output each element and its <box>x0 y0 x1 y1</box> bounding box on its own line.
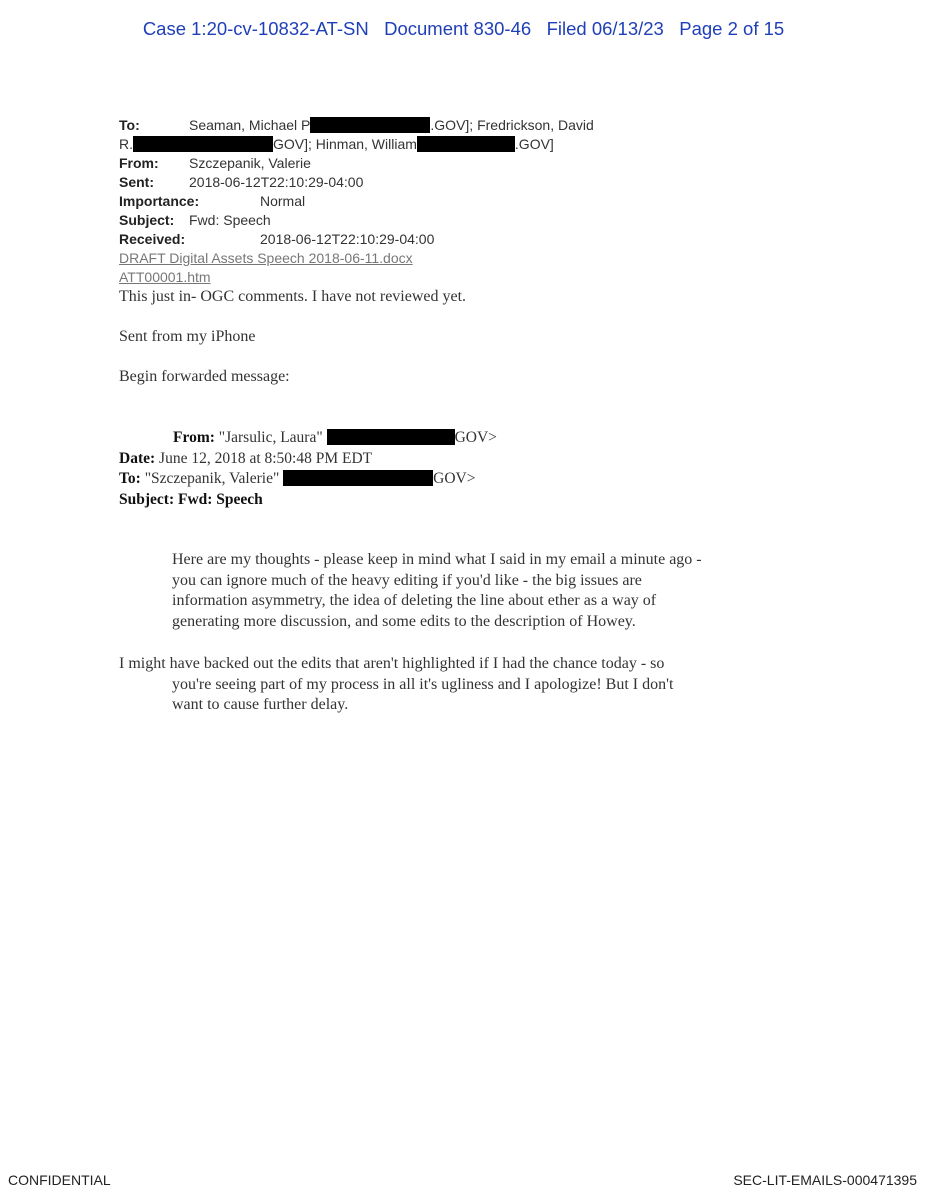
attachment-row <box>119 268 679 287</box>
to-continued-gov-end: .GOV] <box>514 136 554 152</box>
forwarded-date-label: Date: <box>119 449 156 467</box>
forwarded-to-row <box>119 469 497 490</box>
forwarded-paragraph <box>172 550 702 633</box>
importance-row <box>119 192 679 211</box>
attachment-row <box>119 249 679 268</box>
forwarded-to-suffix: GOV> <box>433 470 476 487</box>
message-line: This just in- OGC comments. I have not reviewed yet. <box>119 288 467 305</box>
sent-label: Sent: <box>119 174 154 190</box>
message-line: Sent from my iPhone <box>119 328 256 345</box>
forwarded-header <box>119 428 497 510</box>
from-row <box>119 154 679 173</box>
forwarded-from-suffix: GOV> <box>454 429 497 446</box>
importance-label: Importance: <box>119 193 200 209</box>
received-value: 2018-06-12T22:10:29-04:00 <box>260 231 435 247</box>
to-name: Seaman, Michael P <box>189 117 311 133</box>
redaction-bar <box>327 429 455 445</box>
email-header <box>119 116 679 287</box>
to-label: To: <box>119 117 140 133</box>
to-continued-gov: GOV]; Hinman, William <box>273 136 417 152</box>
sent-row <box>119 173 679 192</box>
paragraph-line: you're seeing part of my process in all it's ugliness and I apologize! But I don't <box>172 675 674 693</box>
paragraph-line: want to cause further delay. <box>172 696 349 714</box>
forwarded-subject-row <box>119 490 497 511</box>
attachment-link[interactable]: ATT00001.htm <box>119 269 211 285</box>
forwarded-from-row <box>119 428 497 449</box>
from-label: From: <box>119 155 159 171</box>
to-row <box>119 116 679 135</box>
forwarded-to-value: "Szczepanik, Valerie" <box>144 470 280 487</box>
redaction-bar <box>133 136 273 152</box>
paragraph-line: you can ignore much of the heavy editing if you'd like - the big issues are <box>172 571 642 589</box>
footer-bates-number: SEC-LIT-EMAILS-000471395 <box>733 1172 917 1188</box>
to-continued-row <box>119 135 679 154</box>
forwarded-date-value: June 12, 2018 at 8:50:48 PM EDT <box>159 449 373 467</box>
subject-row <box>119 211 679 230</box>
redaction-bar <box>417 136 515 152</box>
forwarded-to-label: To: <box>119 470 141 487</box>
paragraph-line: generating more discussion, and some edits to the description of Howey. <box>172 613 636 631</box>
redaction-bar <box>310 117 430 133</box>
forwarded-from-label: From: <box>173 429 215 446</box>
sent-value: 2018-06-12T22:10:29-04:00 <box>189 174 364 190</box>
message-line: Begin forwarded message: <box>119 368 290 385</box>
forwarded-from-value: "Jarsulic, Laura" <box>218 429 323 446</box>
to-continued-prefix: R. <box>119 136 133 152</box>
subject-label: Subject: <box>119 212 175 228</box>
footer-confidential: CONFIDENTIAL <box>8 1172 111 1188</box>
subject-value: Fwd: Speech <box>189 212 271 228</box>
to-gov: .GOV]; Fredrickson, David <box>430 117 594 133</box>
from-value: Szczepanik, Valerie <box>189 155 311 171</box>
forwarded-subject: Subject: Fwd: Speech <box>119 490 263 508</box>
received-label: Received: <box>119 231 186 247</box>
case-header: Case 1:20-cv-10832-AT-SN Document 830-46 Filed 06/13/23 Page 2 of 15 <box>142 18 785 39</box>
attachment-link[interactable]: DRAFT Digital Assets Speech 2018-06-11.docx <box>119 250 413 266</box>
importance-value: Normal <box>260 193 306 209</box>
forwarded-date-row <box>119 449 497 470</box>
paragraph-line: Here are my thoughts - please keep in mind what I said in my email a minute ago - <box>172 551 702 568</box>
forwarded-paragraph <box>119 654 673 716</box>
paragraph-line: information asymmetry, the idea of deleting the line about ether as a way of <box>172 592 657 610</box>
paragraph-line: I might have backed out the edits that aren't highlighted if I had the chance today - so <box>119 655 665 672</box>
redaction-bar <box>283 470 433 486</box>
received-row <box>119 230 679 249</box>
